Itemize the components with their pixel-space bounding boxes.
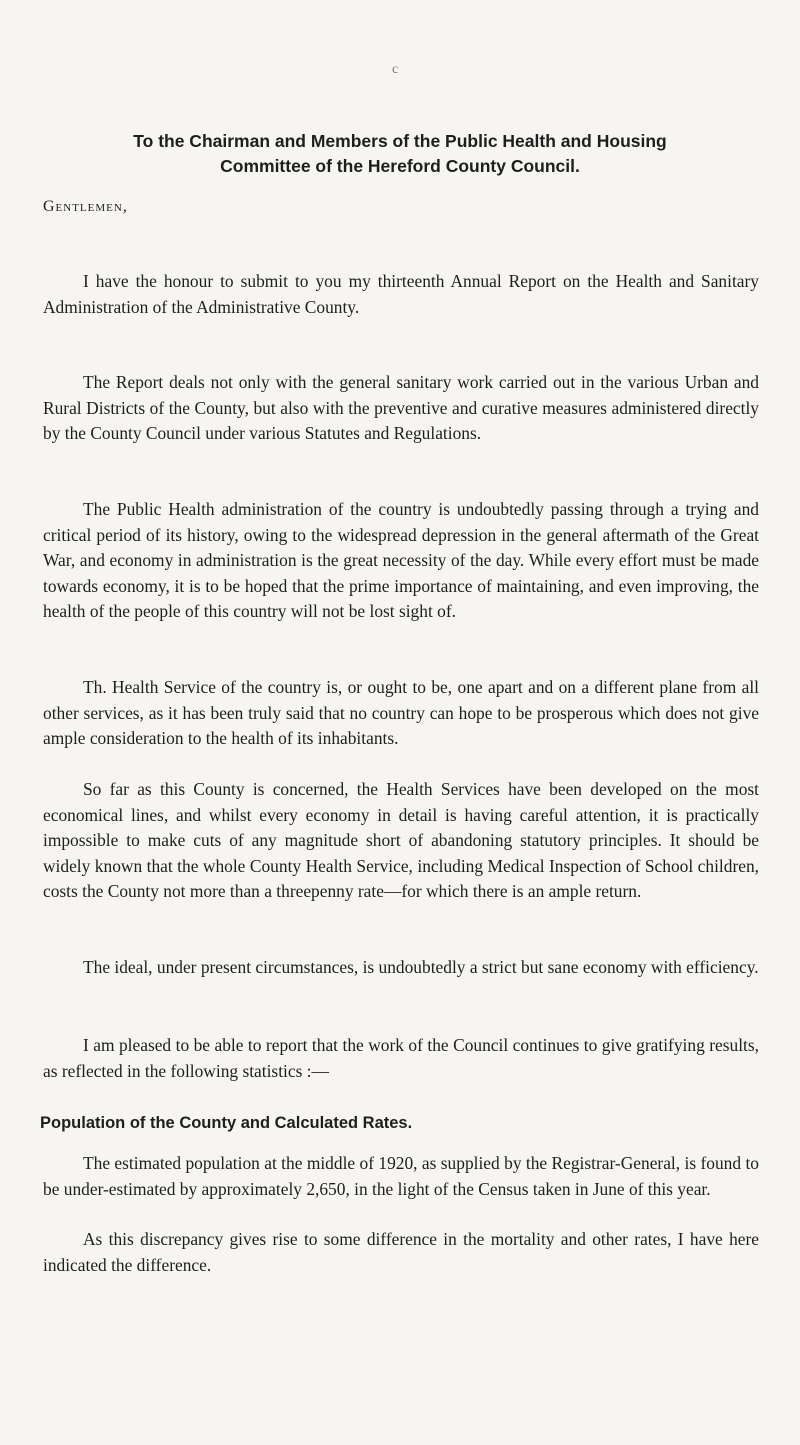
heading-line-1: To the Chairman and Members of the Public Health and Housing xyxy=(133,131,667,151)
paragraph-economy: The Public Health administration of the country is undoubtedly passing through a trying and critical period of its history, owing to the widespread depression in the general aftermath of the Great War, and economy in administration is the great necessity of the day. While every effort must be made towards economy, it is to be hoped that the prime importance of maintaining, and even improving, the health of the people of this country will not be lost sight of. xyxy=(43,499,759,622)
section-title-population: Population of the County and Calculated Rates. xyxy=(40,1114,413,1132)
paragraph-intro: I have the honour to submit to you my thirteenth Annual Report on the Health and Sanitary Administration of the Administrative County. xyxy=(43,271,759,317)
paragraph-discrepancy: As this discrepancy gives rise to some difference in the mortality and other rates, I have here indicated the difference. xyxy=(43,1229,759,1275)
paragraph-county-services: So far as this County is concerned, the Health Services have been developed on the most economical lines, and whilst every economy in detail is having careful attention, it is practically impossible to make cuts of any magnitude short of abandoning statutory principles. It should be widely known that the whole County Health Service, including Medical Inspection of School children, costs the County not more than a threepenny rate—for which there is an ample return. xyxy=(43,779,759,902)
paragraph-ideal: The ideal, under present circumstances, is undoubtedly a strict but sane economy with efficiency. xyxy=(83,957,759,977)
paragraph-health-service: Th. Health Service of the country is, or ought to be, one apart and on a different plane from all other services, as it has been truly said that no country can hope to be prosperous which does not give ample consideration to the health of its inhabitants. xyxy=(43,677,759,749)
salutation: Gentlemen, xyxy=(43,198,128,215)
paragraph-report-scope: The Report deals not only with the general sanitary work carried out in the various Urban and Rural Districts of the County, but also with the preventive and curative measures administered directly by the County Council under various Statutes and Regulations. xyxy=(43,372,759,444)
heading-line-2: Committee of the Hereford County Council. xyxy=(220,156,580,176)
paragraph-population-estimate: The estimated population at the middle of 1920, as supplied by the Registrar-General, is found to be under-estimated by approximately 2,650, in the light of the Census taken in June of this year. xyxy=(43,1153,759,1199)
report-heading xyxy=(40,129,760,179)
paragraph-results: I am pleased to be able to report that the work of the Council continues to give gratifying results, as reflected in the following statistics :— xyxy=(43,1035,759,1081)
page-mark: c xyxy=(392,62,399,77)
